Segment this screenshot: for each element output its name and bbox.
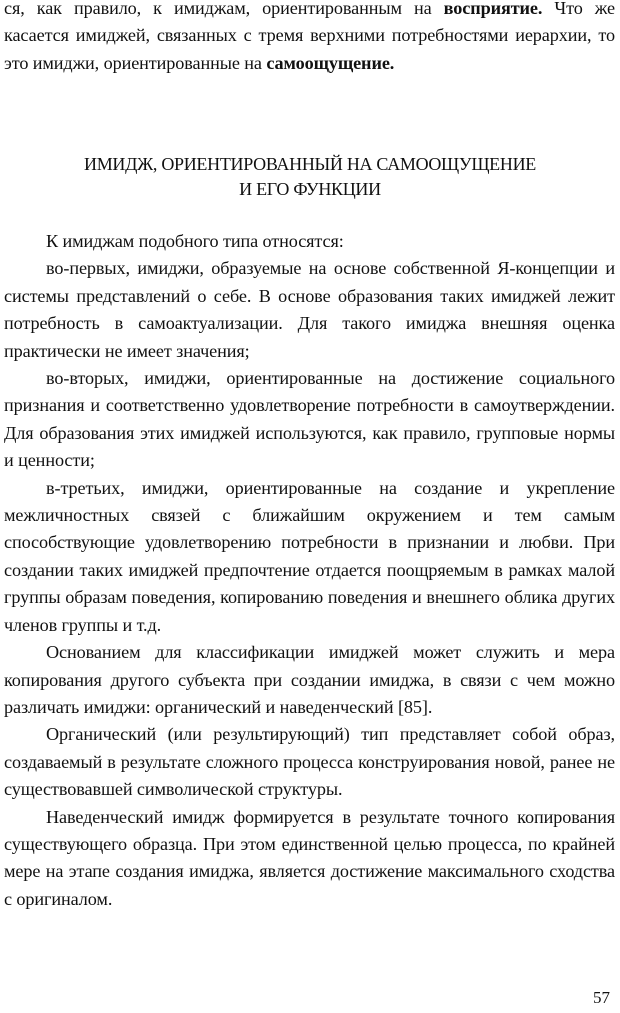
continuation-paragraph <box>4 0 615 77</box>
section-body <box>4 228 615 913</box>
paragraph-classification: Основанием для классификации имиджей может служить и мера копирования другого субъекта при создании имиджа, в связи с чем можно различать имиджи: органический и наведенческий [85]. <box>4 642 615 717</box>
paragraph-organic: Органический (или результирующий) тип представляет собой образ, создаваемый в результате сложного процесса конструирования новой, ранее не существовавшей символической структуры. <box>4 724 615 800</box>
bold-term-perception: восприятие. <box>443 0 543 18</box>
paragraph-induced: Наведенческий имидж формируется в результате точного копирования существующего образца. При этом единственной целью процесса, по крайней мере на этапе создания имиджа, является достижение максимального сходства с оригиналом. <box>4 806 615 909</box>
section-heading-line-1: ИМИДЖ, ОРИЕНТИРОВАННЫЙ НА САМООЩУЩЕНИЕ <box>84 154 536 174</box>
bold-term-self-feeling: самоощущение. <box>266 52 395 73</box>
section-heading-line-2: И ЕГО ФУНКЦИИ <box>239 179 381 199</box>
section-heading <box>0 152 620 202</box>
continuation-text-2: Что же касается имиджей, связанных с тремя верхними потребностями иерархии, то это имиджи, ориентированные на <box>4 0 615 73</box>
paragraph-third: в-третьих, имиджи, ориентированные на создание и укрепление межличностных связей с ближайшим окружением и тем самым способствующие удовлетворению потребности в признании и любви. При создании таких имиджей предпочтение отдается поощряемым в рамках малой группы образам поведения, копированию поведения и внешнего облика других членов группы и т.д. <box>4 477 615 635</box>
paragraph-intro: К имиджам подобного типа относятся: <box>46 231 344 251</box>
paragraph-first: во-первых, имиджи, образуемые на основе собственной Я-концепции и системы представлений о себе. В основе образования таких имиджей лежит потребность в самоактуализации. Для такого имиджа внешняя оценка практически не имеет значения; <box>4 258 615 361</box>
page-number: 57 <box>593 988 610 1007</box>
continuation-text-1: ся, как правило, к имиджам, ориентированным на <box>4 0 444 18</box>
paragraph-second: во-вторых, имиджи, ориентированные на достижение социального признания и соответственно удовлетворение потребности в самоутверждении. Для образования этих имиджей используются, как правило, групповые нормы и ценности; <box>4 368 615 471</box>
